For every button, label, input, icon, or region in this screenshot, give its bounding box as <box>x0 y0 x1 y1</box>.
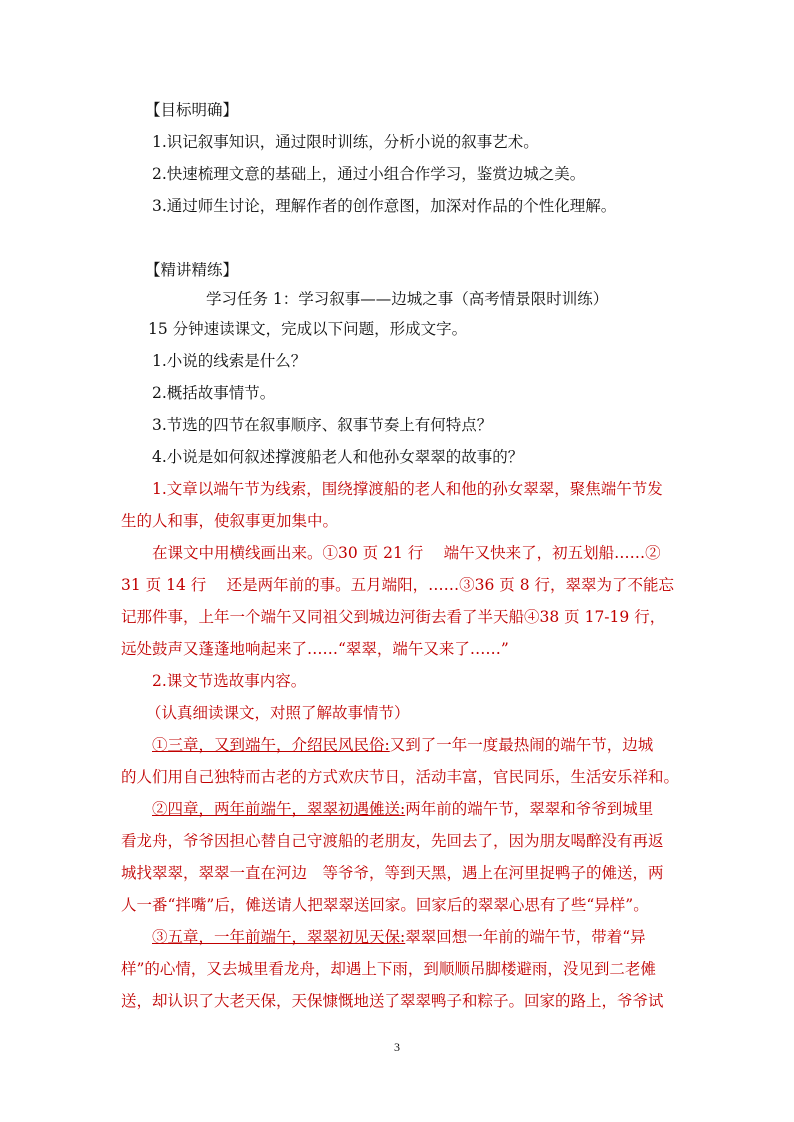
plot-1-line-2: 的人们用自己独特而古老的方式欢庆节日，活动丰富，官民同乐，生活安乐祥和。 <box>121 768 680 786</box>
marking-line-2: 31 页 14 行 还是两年前的事。五月端阳，……③36 页 8 行，翠翠为了不能忘 <box>121 576 675 594</box>
practice-heading: 【精讲精练】 <box>145 261 239 279</box>
marking-line-3: 记那件事，上年一个端午又同祖父到城边河街去看了半天船④38 页 17-19 行， <box>121 608 666 626</box>
plot-3-line-3: 送，却认识了大老天保，天保慷慨地送了翠翠鸭子和粽子。回家的路上，爷爷试 <box>121 992 664 1010</box>
answer-2-note: （认真细读课文，对照了解故事情节） <box>146 704 410 722</box>
goal-item-3: 3.通过师生讨论，理解作者的创作意图，加深对作品的个性化理解。 <box>152 197 617 215</box>
plot-2-line-2: 看龙舟，爷爷因担心替自己守渡船的老朋友，先回去了，因为朋友喝醉没有再返 <box>121 832 664 850</box>
answer-2-title: 2.课文节选故事内容。 <box>152 672 307 690</box>
plot-2-label: ②四章，两年前端午，翠翠初遇傩送: <box>152 800 406 818</box>
plot-2-line-1 <box>152 798 653 820</box>
question-2: 2.概括故事情节。 <box>152 384 276 402</box>
answer-1-line-1: 1.文章以端午节为线索，围绕撑渡船的老人和他的孙女翠翠，聚焦端午节发 <box>152 480 663 498</box>
marking-line-4: 远处鼓声又蓬蓬地响起来了……“翠翠，端午又来了……” <box>121 640 509 658</box>
plot-1-text: 又到了一年一度最热闹的端午节，边城 <box>389 736 654 754</box>
goals-heading: 【目标明确】 <box>145 101 239 119</box>
question-4: 4.小说是如何叙述撑渡船老人和他孙女翠翠的故事的？ <box>152 448 524 466</box>
goal-item-2: 2.快速梳理文意的基础上，通过小组合作学习，鉴赏边城之美。 <box>152 165 586 183</box>
task-title: 学习任务 1：学习叙事——边城之事（高考情景限时训练） <box>206 290 609 308</box>
answer-1-line-2: 生的人和事，使叙事更加集中。 <box>121 512 339 530</box>
plot-2-text: 两年前的端午节，翠翠和爷爷到城里 <box>405 800 654 818</box>
plot-3-line-1 <box>152 926 646 948</box>
plot-1-label: ①三章，又到端午，介绍民风民俗: <box>152 736 390 754</box>
question-3: 3.节选的四节在叙事顺序、叙事节奏上有何特点？ <box>152 416 493 434</box>
plot-3-line-2: 样”的心情，又去城里看龙舟，却遇上下雨，到顺顺吊脚楼避雨，没见到二老傩 <box>121 960 656 978</box>
plot-3-text: 翠翠回想一年前的端午节，带着“异 <box>405 928 646 946</box>
plot-2-line-4: 人一番“拌嘴”后，傩送请人把翠翠送回家。回家后的翠翠心思有了些“异样”。 <box>121 896 649 914</box>
task-instruction: 15 分钟速读课文，完成以下问题，形成文字。 <box>148 320 468 338</box>
question-1: 1.小说的线索是什么？ <box>152 352 307 370</box>
goal-item-1: 1.识记叙事知识，通过限时训练，分析小说的叙事艺术。 <box>152 133 539 151</box>
plot-2-line-3: 城找翠翠，翠翠一直在河边 等爷爷，等到天黑，遇上在河里捉鸭子的傩送，两 <box>121 864 664 882</box>
page-number: 3 <box>394 1040 400 1054</box>
plot-1-line-1 <box>152 734 653 756</box>
plot-3-label: ③五章，一年前端午，翠翠初见天保: <box>152 928 406 946</box>
marking-line-1: 在课文中用横线画出来。①30 页 21 行 端午又快来了，初五划船……② <box>152 544 661 562</box>
